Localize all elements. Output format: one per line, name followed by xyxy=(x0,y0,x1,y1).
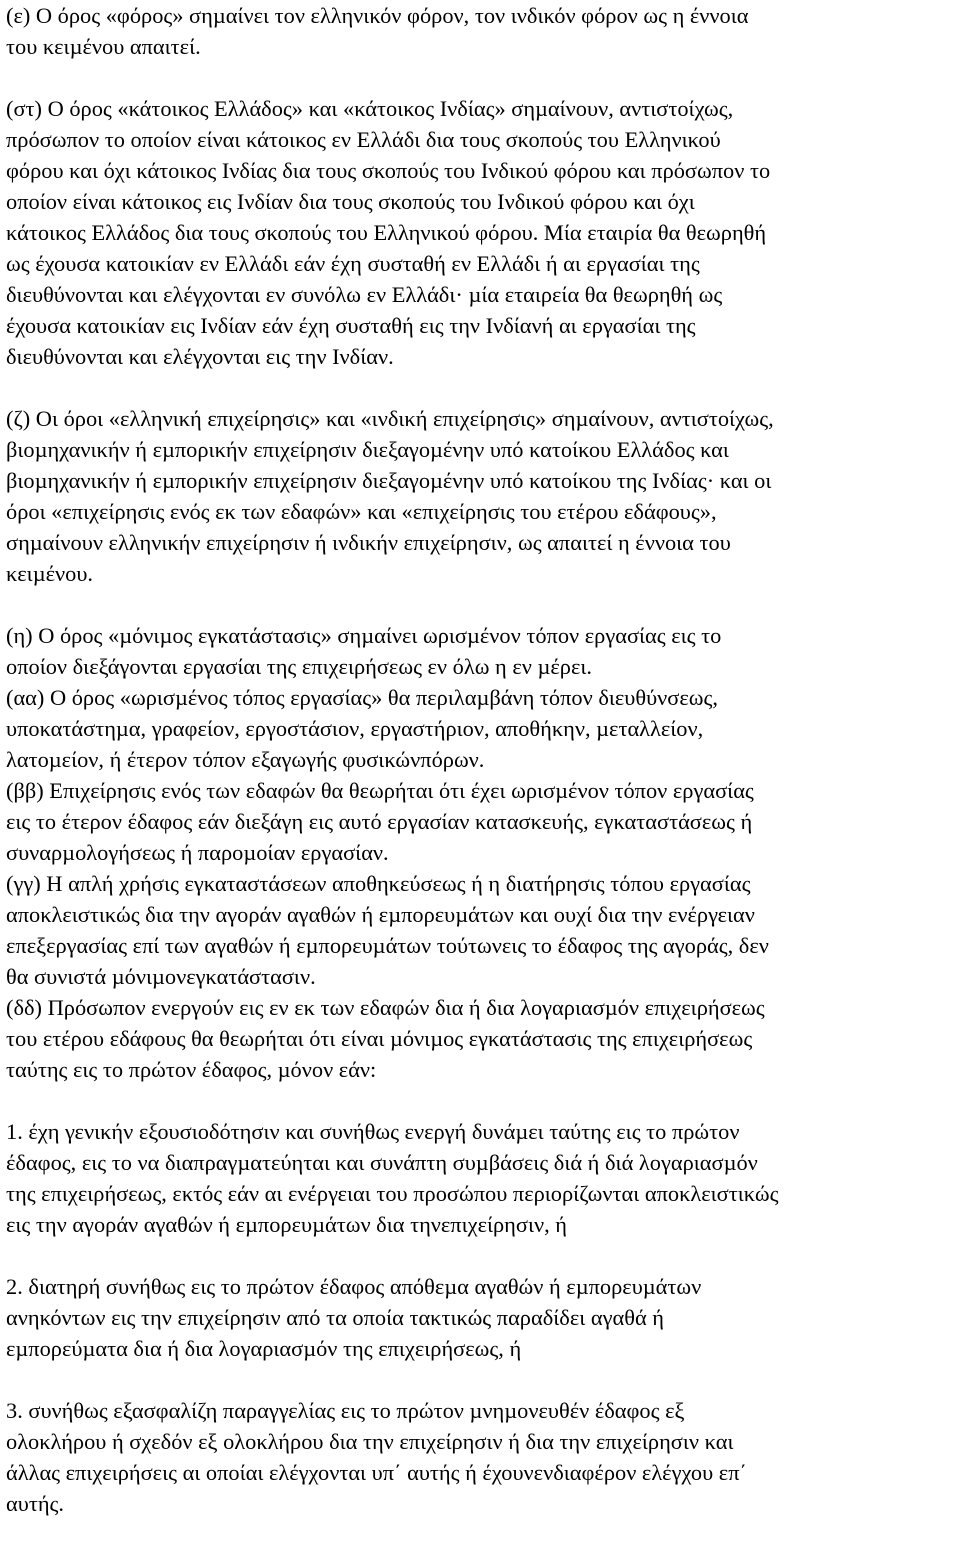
text-line: (ε) Ο όρος «φόρος» σηµαίνει τον ελληνικόν φόρον, τον ινδικόν φόρον ως η έννοια xyxy=(6,3,749,28)
text-line: οποίον είναι κάτοικος εις Ινδίαν δια τους σκοπούς του Ινδικού φόρου και όχι xyxy=(6,189,695,214)
subdefinition-bb-paragraph xyxy=(6,775,956,868)
text-line: (δδ) Πρόσωπον ενεργούν εις εν εκ των εδαφών δια ή δια λογαριασµόν επιχειρήσεως xyxy=(6,995,765,1020)
paragraph-spacer xyxy=(6,1364,956,1395)
paragraph-spacer xyxy=(6,1240,956,1271)
text-line: φόρου και όχι κάτοικος Ινδίας δια τους σκοπούς του Ινδικού φόρου και πρόσωπον το xyxy=(6,158,771,183)
paragraph-spacer xyxy=(6,1085,956,1116)
text-line: ταύτης εις το πρώτον έδαφος, µόνον εάν: xyxy=(6,1057,377,1082)
text-line: σηµαίνουν ελληνικήν επιχείρησιν ή ινδικήν επιχείρησιν, ως απαιτεί η έννοια του xyxy=(6,530,731,555)
text-line: εις το έτερον έδαφος εάν διεξάγη εις αυτό εργασίαν κατασκευής, εγκαταστάσεως ή xyxy=(6,809,753,834)
text-line: (στ) Ο όρος «κάτοικος Ελλάδος» και «κάτοικος Ινδίας» σηµαίνουν, αντιστοίχως, xyxy=(6,96,734,121)
text-line: εµπορεύµατα δια ή δια λογαριασµόν της επιχειρήσεως, ή xyxy=(6,1336,522,1361)
text-line: (η) Ο όρος «µόνιµος εγκατάστασις» σηµαίνει ωρισµένον τόπον εργασίας εις το xyxy=(6,623,722,648)
text-line: κάτοικος Ελλάδος δια τους σκοπούς του Ελληνικού φόρου. Μία εταιρία θα θεωρηθή xyxy=(6,220,767,245)
text-line: 2. διατηρή συνήθως εις το πρώτον έδαφος απόθεµα αγαθών ή εµπορευµάτων xyxy=(6,1274,702,1299)
text-line: κειµένου. xyxy=(6,561,94,586)
paragraph-spacer xyxy=(6,589,956,620)
condition-1-paragraph xyxy=(6,1116,956,1240)
text-line: 3. συνήθως εξασφαλίζη παραγγελίας εις το πρώτον µνηµονευθέν έδαφος εξ xyxy=(6,1398,685,1423)
text-line: οποίον διεξάγονται εργασίαι της επιχειρήσεως εν όλω η εν µέρει. xyxy=(6,654,592,679)
text-line: του ετέρου εδάφους θα θεωρήται ότι είναι µόνιµος εγκατάστασις της επιχειρήσεως xyxy=(6,1026,753,1051)
text-line: υποκατάστηµα, γραφείον, εργοστάσιον, εργαστήριον, αποθήκην, µεταλλείον, xyxy=(6,716,704,741)
condition-3-paragraph xyxy=(6,1395,956,1519)
text-line: διευθύνονται και ελέγχονται εν συνόλω εν Ελλάδι· µία εταιρεία θα θεωρηθή ως xyxy=(6,282,723,307)
text-line: (ζ) Οι όροι «ελληνική επιχείρησις» και «ινδική επιχείρησις» σηµαίνουν, αντιστοίχως, xyxy=(6,406,774,431)
text-line: βιοµηχανικήν ή εµπορικήν επιχείρησιν διεξαγοµένην υπό κατοίκου Ελλάδος και xyxy=(6,437,729,462)
text-line: ανηκόντων εις την επιχείρησιν από τα οποία τακτικώς παραδίδει αγαθά ή xyxy=(6,1305,664,1330)
definition-epsilon-paragraph xyxy=(6,0,956,62)
text-line: αυτής. xyxy=(6,1491,64,1516)
definition-zeta-paragraph xyxy=(6,403,956,589)
text-line: (αα) Ο όρος «ωρισµένος τόπος εργασίας» θα περιλαµβάνη τόπον διευθύνσεως, xyxy=(6,685,718,710)
paragraph-spacer xyxy=(6,62,956,93)
subdefinition-gg-paragraph xyxy=(6,868,956,992)
text-line: (γγ) Η απλή χρήσις εγκαταστάσεων αποθηκεύσεως ή η διατήρησις τόπου εργασίας xyxy=(6,871,751,896)
text-line: ως έχουσα κατοικίαν εν Ελλάδι εάν έχη συσταθή εν Ελλάδι ή αι εργασίαι της xyxy=(6,251,700,276)
paragraph-spacer xyxy=(6,372,956,403)
condition-2-paragraph xyxy=(6,1271,956,1364)
text-line: συναρµολογήσεως ή παροµοίαν εργασίαν. xyxy=(6,840,389,865)
text-line: ολοκλήρου ή σχεδόν εξ ολοκλήρου δια την επιχείρησιν ή δια την επιχείρησιν και xyxy=(6,1429,734,1454)
text-line: της επιχειρήσεως, εκτός εάν αι ενέργειαι του προσώπου περιορίζωνται αποκλειστικώς xyxy=(6,1181,779,1206)
text-line: πρόσωπον το οποίον είναι κάτοικος εν Ελλάδι δια τους σκοπούς του Ελληνικού xyxy=(6,127,721,152)
definition-st-paragraph xyxy=(6,93,956,372)
text-line: λατοµείον, ή έτερον τόπον εξαγωγής φυσικώνπόρων. xyxy=(6,747,485,772)
text-line: του κειµένου απαιτεί. xyxy=(6,34,201,59)
text-line: εις την αγοράν αγαθών ή εµπορευµάτων δια τηνεπιχείρησιν, ή xyxy=(6,1212,568,1237)
document-page xyxy=(6,0,956,1519)
text-line: θα συνιστά µόνιµονεγκατάστασιν. xyxy=(6,964,316,989)
text-line: 1. έχη γενικήν εξουσιοδότησιν και συνήθως ενεργή δυνάµει ταύτης εις το πρώτον xyxy=(6,1119,740,1144)
text-line: έδαφος, εις το να διαπραγµατεύηται και συνάπτη συµβάσεις διά ή διά λογαριασµόν xyxy=(6,1150,758,1175)
text-line: επεξεργασίας επί των αγαθών ή εµπορευµάτων τούτωνεις το έδαφος της αγοράς, δεν xyxy=(6,933,769,958)
text-line: αποκλειστικώς δια την αγοράν αγαθών ή εµπορευµάτων και ουχί δια την ενέργειαν xyxy=(6,902,755,927)
definition-eta-paragraph xyxy=(6,620,956,682)
subdefinition-dd-paragraph xyxy=(6,992,956,1085)
text-line: άλλας επιχειρήσεις αι οποίαι ελέγχονται υπ΄ αυτής ή έχουνενδιαφέρον ελέγχου επ΄ xyxy=(6,1460,747,1485)
text-line: διευθύνονται και ελέγχονται εις την Ινδίαν. xyxy=(6,344,394,369)
subdefinition-aa-paragraph xyxy=(6,682,956,775)
text-line: όροι «επιχείρησις ενός εκ των εδαφών» και «επιχείρησις του ετέρου εδάφους», xyxy=(6,499,717,524)
text-line: έχουσα κατοικίαν εις Ινδίαν εάν έχη συσταθή εις την Ινδίανή αι εργασίαι της xyxy=(6,313,696,338)
text-line: βιοµηχανικήν ή εµπορικήν επιχείρησιν διεξαγοµένην υπό κατοίκου της Ινδίας· και οι xyxy=(6,468,772,493)
text-line: (ββ) Επιχείρησις ενός των εδαφών θα θεωρήται ότι έχει ωρισµένον τόπον εργασίας xyxy=(6,778,754,803)
